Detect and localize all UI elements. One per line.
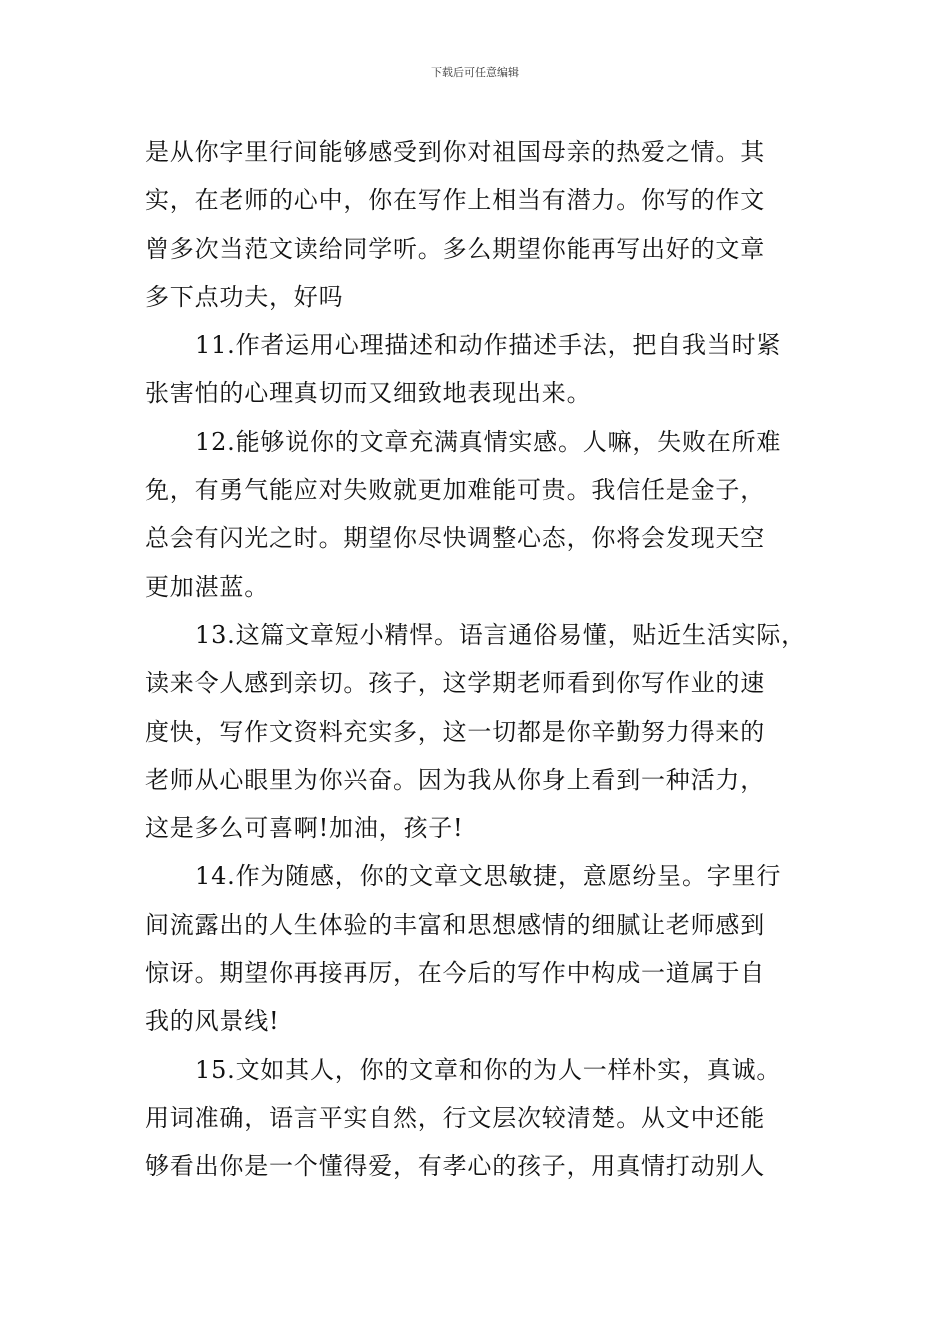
text-line: 够看出你是一个懂得爱，有孝心的孩子，用真情打动别人 [145,1152,765,1181]
text-line: 读来令人感到亲切。孩子，这学期老师看到你写作业的速 [145,669,765,698]
text-line: 惊讶。期望你再接再厉，在今后的写作中构成一道属于自 [145,959,765,988]
text-line: 14.作为随感，你的文章文思敏捷，意愿纷呈。字里行 [195,862,782,891]
text-line: 11.作者运用心理描述和动作描述手法，把自我当时紧 [195,331,782,360]
text-line: 我的风景线! [145,1007,280,1036]
page-header: 下载后可任意编辑 [431,66,519,79]
text-line: 老师从心眼里为你兴奋。因为我从你身上看到一种活力， [145,765,765,794]
paragraph-item-13 [145,611,825,852]
text-line: 实，在老师的心中，你在写作上相当有潜力。你写的作文 [145,186,765,215]
text-line: 张害怕的心理真切而又细致地表现出来。 [145,379,592,408]
text-line: 多下点功夫，好吗 [145,282,344,311]
document-body [145,128,825,1191]
paragraph-item-11 [145,321,825,418]
text-line: 度快，写作文资料充实多，这一切都是你辛勤努力得来的 [145,717,765,746]
paragraph-item-15 [145,1046,825,1191]
text-line: 12.能够说你的文章充满真情实感。人嘛，失败在所难 [195,427,782,456]
paragraph-item-12 [145,418,825,611]
text-line: 曾多次当范文读给同学听。多么期望你能再写出好的文章 [145,234,765,263]
paragraph-item-14 [145,852,825,1045]
text-line: 用词准确，语言平实自然，行文层次较清楚。从文中还能 [145,1103,765,1132]
text-line: 15.文如其人，你的文章和你的为人一样朴实，真诚。 [195,1055,782,1084]
text-line: 是从你字里行间能够感受到你对祖国母亲的热爱之情。其 [145,138,765,166]
paragraph-continuation [145,128,825,321]
text-line: 间流露出的人生体验的丰富和思想感情的细腻让老师感到 [145,910,765,939]
text-line: 免，有勇气能应对失败就更加难能可贵。我信任是金子， [145,476,765,505]
text-line: 这是多么可喜啊!加油，孩子! [145,814,464,843]
text-line: 13.这篇文章短小精悍。语言通俗易懂，贴近生活实际， [195,620,806,649]
text-line: 总会有闪光之时。期望你尽快调整心态，你将会发现天空 [145,524,765,553]
text-line: 更加湛蓝。 [145,572,269,601]
